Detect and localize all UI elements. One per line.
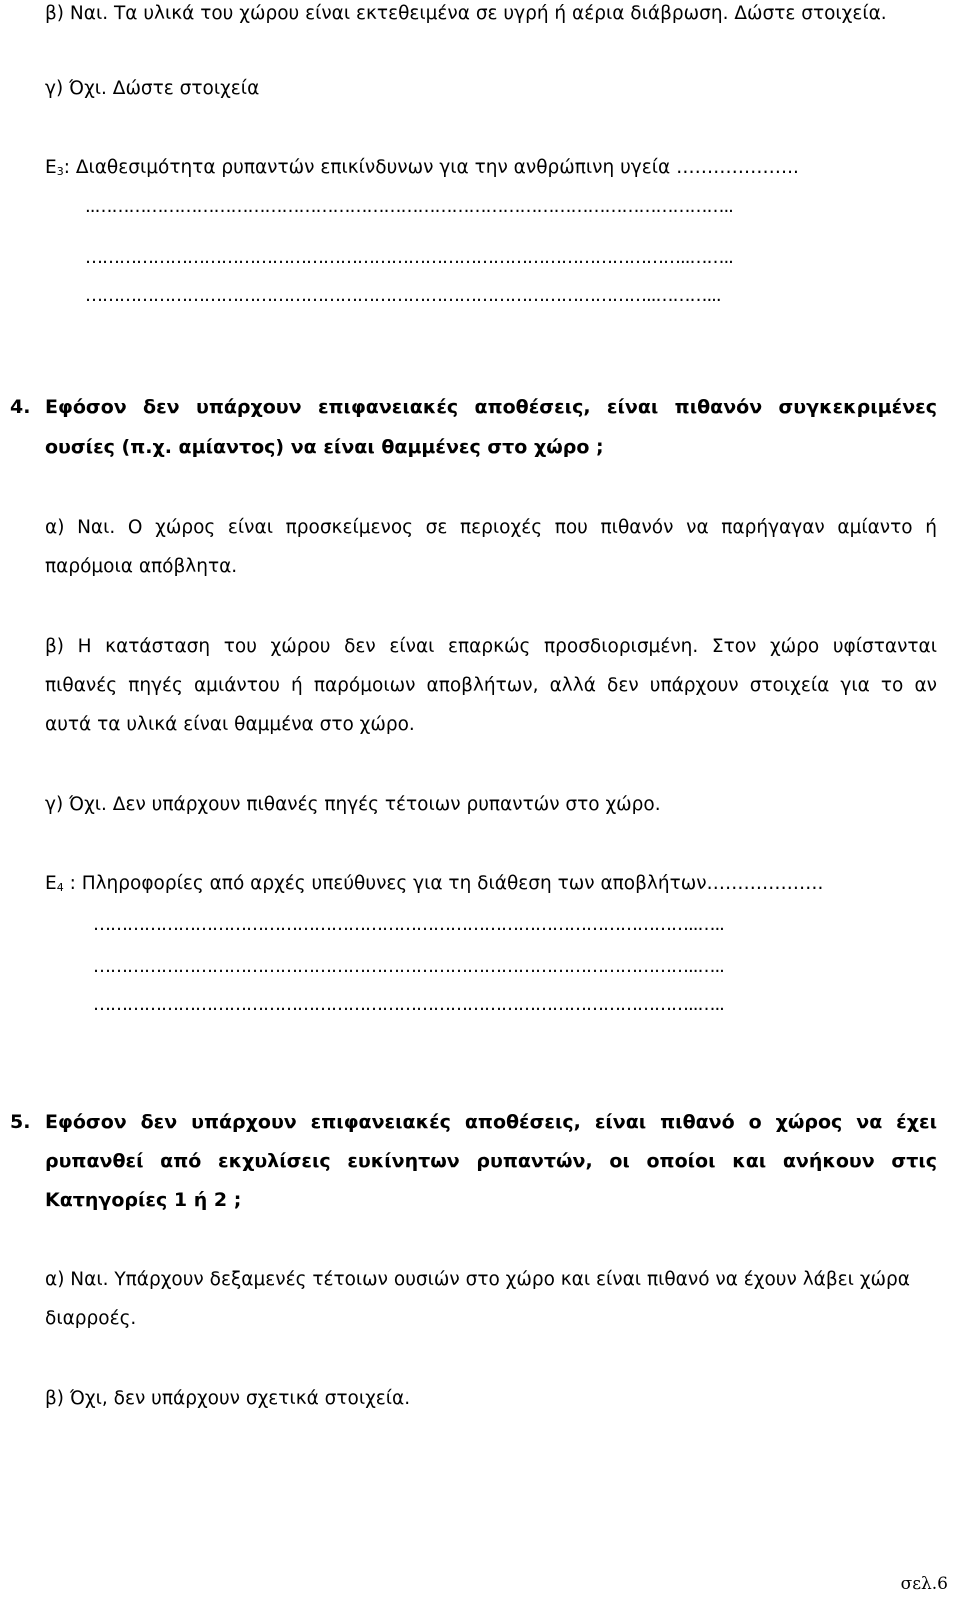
e3-text: : Διαθεσιμότητα ρυπαντών επικίνδυνων για την ανθρώπινη υγεία ………………..: [63, 157, 799, 178]
e3-answer-line-2: ……………………………………………………………………………………………..……..: [85, 247, 733, 268]
e4-prefix: Ε: [45, 873, 57, 894]
question-5-number: 5.: [10, 1111, 31, 1133]
e4-answer-line-3: ……………………………………………………………………………………………..…..: [93, 994, 724, 1015]
q4-option-a-line-2: παρόμοια απόβλητα.: [45, 556, 238, 577]
question-5-line-2: ρυπανθεί από εκχυλίσεις ευκίνητων ρυπαντών, οι οποίοι και ανήκουν στις: [45, 1150, 937, 1172]
e4-answer-line-2: ……………………………………………………………………………………………..…..: [93, 956, 724, 977]
e3-subscript: 3: [56, 165, 64, 178]
e4-heading: [45, 872, 823, 900]
question-4-line-2: ουσίες (π.χ. αμίαντος) να είναι θαμμένες στο χώρο ;: [45, 436, 604, 458]
q4-option-b-line-3: αυτά τα υλικά είναι θαμμένα στο χώρο.: [45, 714, 415, 735]
option-g-text: γ) Όχι. Δώστε στοιχεία: [45, 78, 260, 99]
question-5-text: Εφόσον δεν υπάρχουν επιφανειακές αποθέσεις, είναι πιθανό ο χώρος να έχει: [45, 1111, 937, 1133]
question-4-line-1: [10, 395, 937, 419]
e3-answer-line-3: ………………………………………………………………………………………..………...: [85, 285, 721, 306]
page-number: σελ.6: [900, 1574, 948, 1594]
e4-answer-line-1: ……………………………………………………………………………………………..…..: [93, 914, 724, 935]
e4-text: : Πληροφορίες από αρχές υπεύθυνες για τη διάθεση των αποβλήτων……………….: [63, 873, 824, 894]
q4-option-a-line-1: α) Ναι. Ο χώρος είναι προσκείμενος σε περιοχές που πιθανόν να παρήγαγαν αμίαντο ή: [45, 517, 937, 538]
q5-option-a-line-1: α) Ναι. Υπάρχουν δεξαμενές τέτοιων ουσιών στο χώρο και είναι πιθανό να έχουν λάβει χώρα: [45, 1269, 910, 1290]
e3-prefix: Ε: [45, 157, 57, 178]
question-4-number: 4.: [10, 396, 31, 418]
q4-option-g: γ) Όχι. Δεν υπάρχουν πιθανές πηγές τέτοιων ρυπαντών στο χώρο.: [45, 794, 661, 815]
q4-option-b-line-1: β) Η κατάσταση του χώρου δεν είναι επαρκώς προσδιορισμένη. Στον χώρο υφίστανται: [45, 636, 937, 657]
q5-option-b: β) Όχι, δεν υπάρχουν σχετικά στοιχεία.: [45, 1388, 411, 1409]
e4-subscript: 4: [56, 881, 64, 894]
q4-option-b-line-2: πιθανές πηγές αμιάντου ή παρόμοιων αποβλήτων, αλλά δεν υπάρχουν στοιχεία για το αν: [45, 675, 937, 696]
question-5-line-1: [10, 1110, 937, 1134]
q5-option-a-line-2: διαρροές.: [45, 1308, 137, 1329]
option-b-text: β) Ναι. Τα υλικά του χώρου είναι εκτεθειμένα σε υγρή ή αέρια διάβρωση. Δώστε στοιχεία.: [45, 3, 887, 24]
e3-heading: [45, 156, 799, 184]
e3-answer-line-1: ..…………………………………………………………………………………………………..: [85, 196, 733, 217]
question-4-text: Εφόσον δεν υπάρχουν επιφανειακές αποθέσεις, είναι πιθανόν συγκεκριμένες: [45, 396, 937, 418]
question-5-line-3: Κατηγορίες 1 ή 2 ;: [45, 1189, 242, 1211]
